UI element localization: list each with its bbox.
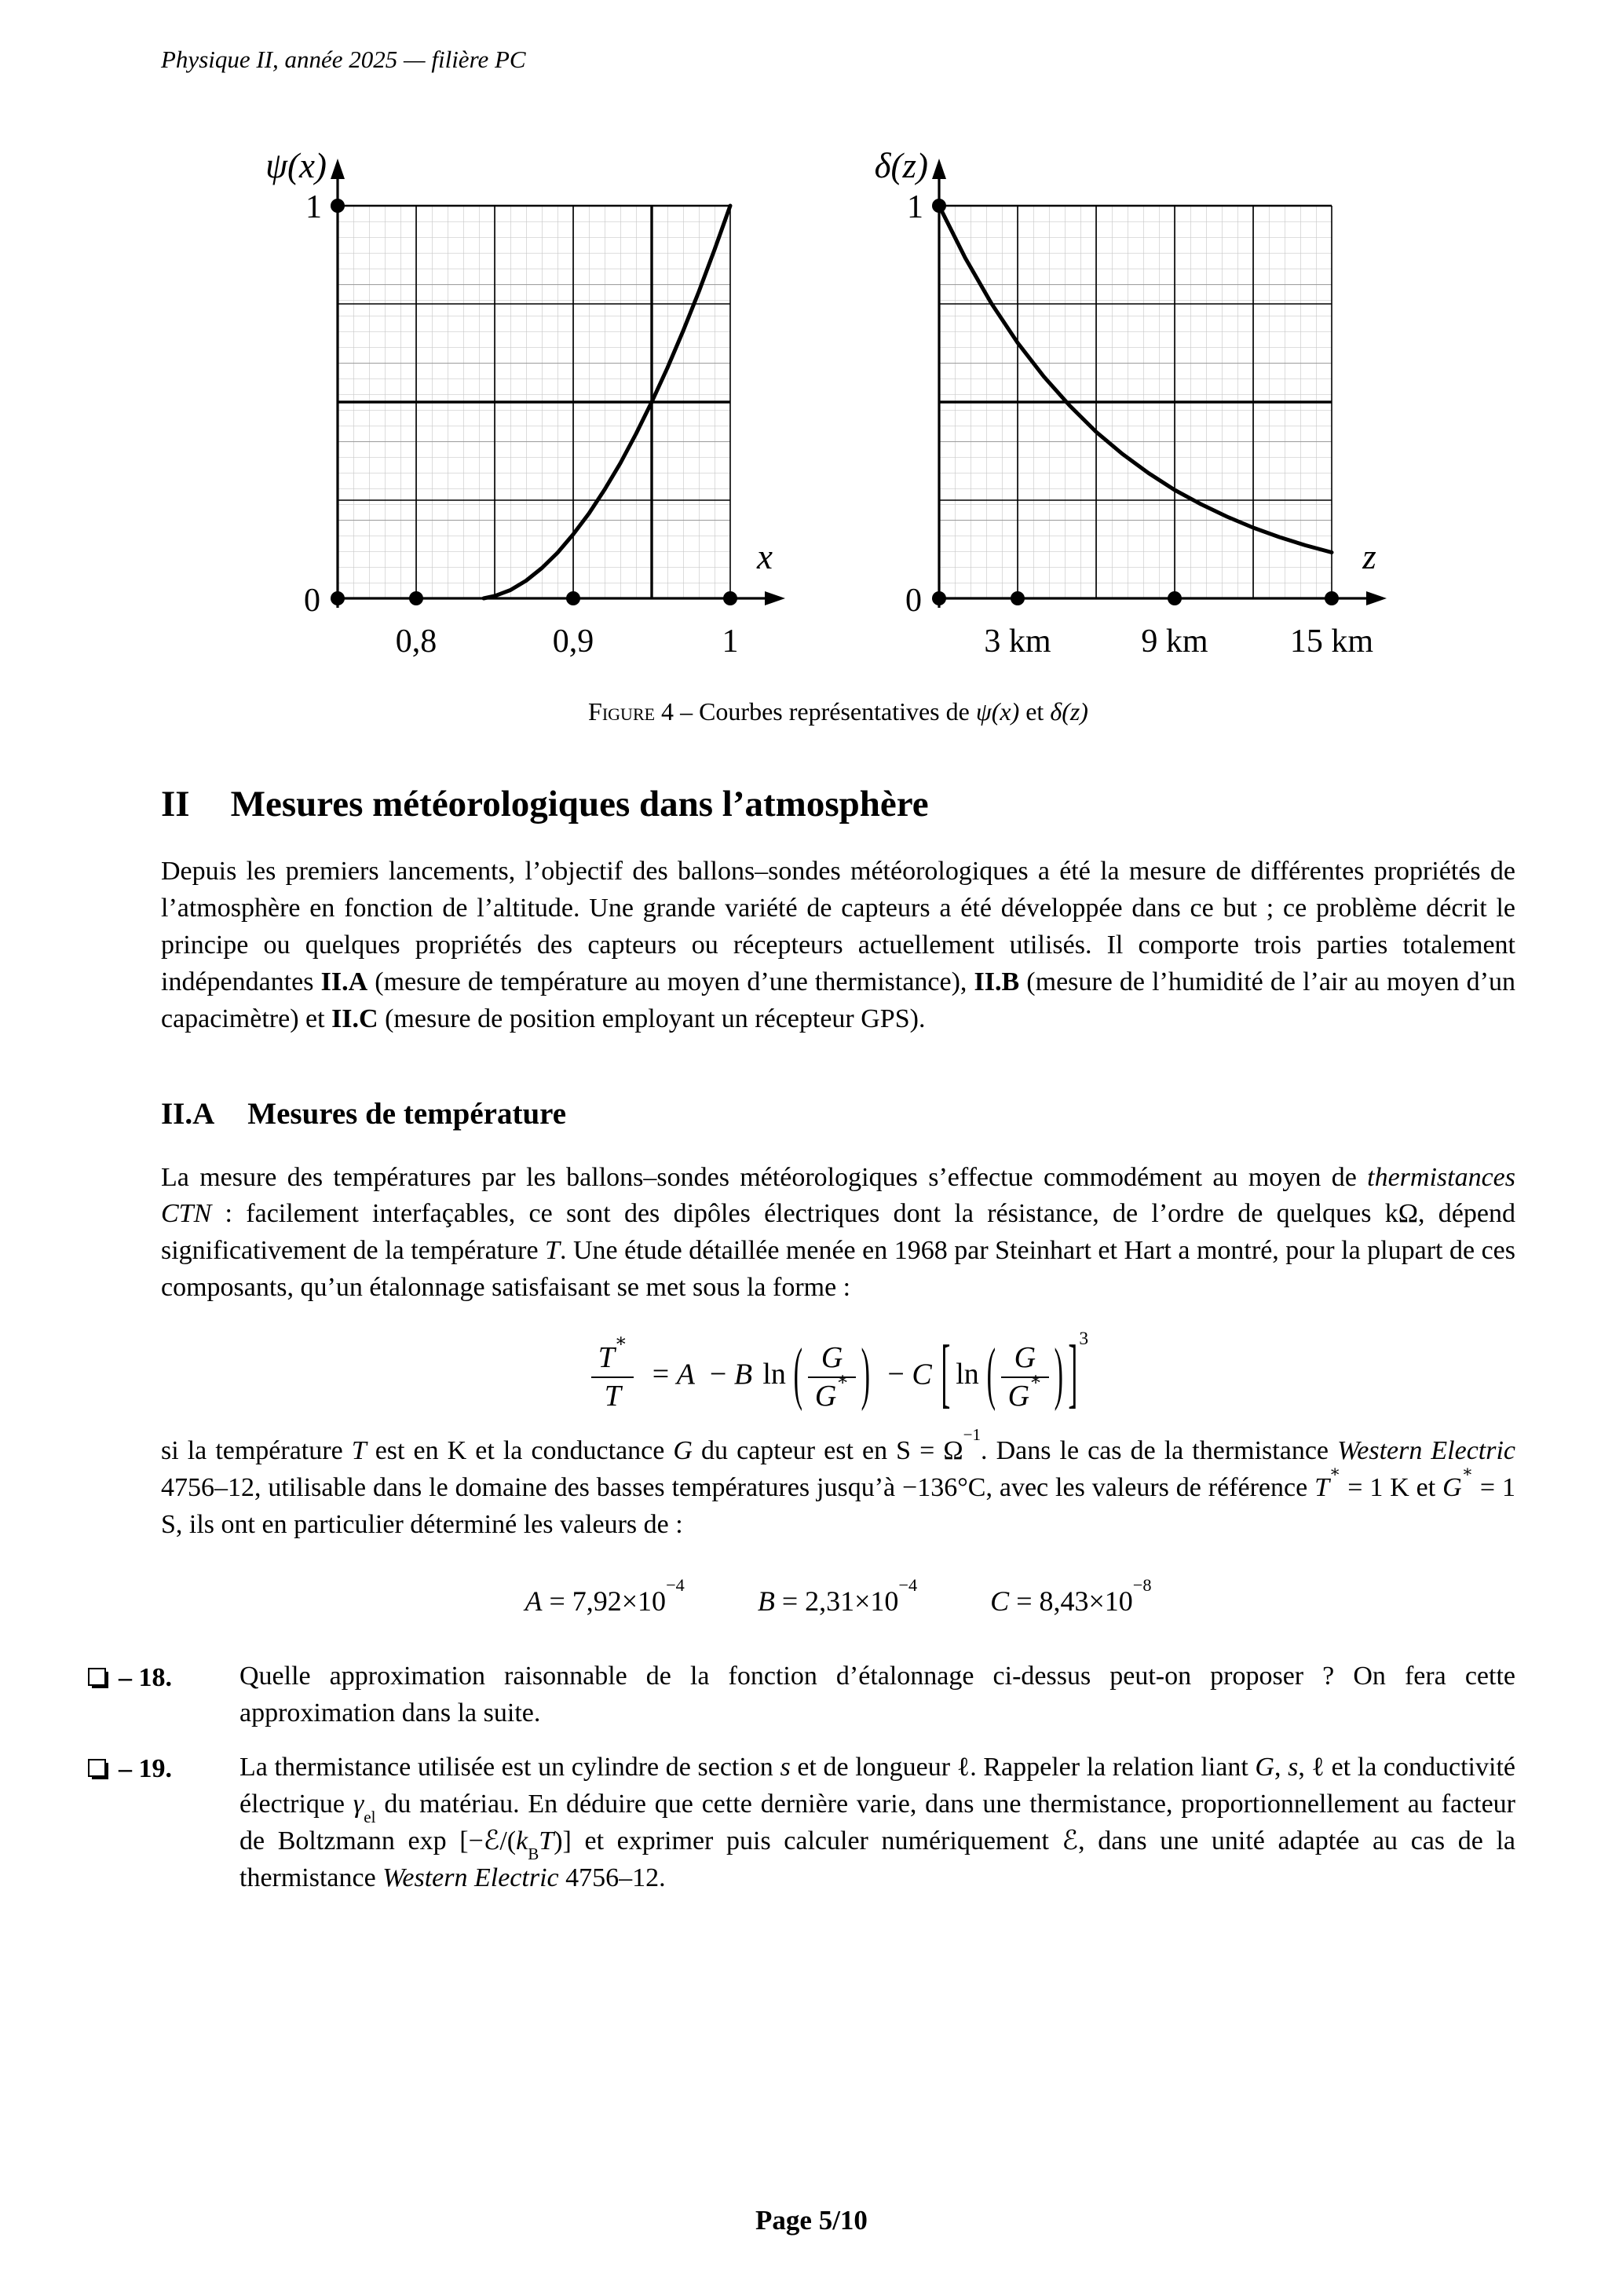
x-axis-label: x bbox=[756, 537, 773, 576]
x-tick-09: 0,9 bbox=[552, 623, 594, 660]
checkbox-icon bbox=[88, 1759, 106, 1777]
constant-A: $A = 7,92\times 10^{-4}$ bbox=[525, 1574, 685, 1617]
subsection-title: Mesures de température bbox=[247, 1096, 567, 1131]
page-number: Page 5/10 bbox=[755, 2205, 868, 2236]
x-tick-08: 0,8 bbox=[395, 623, 437, 660]
brand-western-electric: Western Electric bbox=[1337, 1436, 1516, 1466]
y-tick-0: 0 bbox=[303, 583, 320, 619]
ref-IIA: II.A bbox=[320, 967, 368, 996]
x-axis-arrow-icon bbox=[765, 591, 785, 605]
question-18-marker bbox=[88, 1660, 172, 1697]
section-number: II bbox=[161, 784, 190, 824]
y-tick-0: 0 bbox=[905, 583, 922, 619]
term-thermistances-ctn: thermistances CTN bbox=[161, 1162, 1515, 1229]
psi-symbol: ψ(x) bbox=[975, 697, 1020, 726]
y-axis-arrow-icon bbox=[331, 159, 345, 179]
question-19-number: – 19. bbox=[119, 1753, 172, 1783]
x-tick-15km: 15 km bbox=[1289, 623, 1373, 660]
figure-label: Figure 4 bbox=[588, 697, 674, 726]
chart-delta bbox=[861, 143, 1434, 693]
steinhart-hart-equation: $\frac{T^∗}{T}$ = A − B ln ( $\frac{G}{G^∗}$ ) − C [ ln ( $\frac{G}{G^∗}$ ) ] $^3$ bbox=[161, 1343, 1515, 1411]
section-title: Mesures météorologiques dans l’atmosphère bbox=[230, 784, 929, 824]
ref-IIC: II.C bbox=[331, 1004, 378, 1033]
lhs-fraction: $\frac{T^∗}{T}$ bbox=[591, 1343, 634, 1411]
x-tick-3km: 3 km bbox=[983, 623, 1051, 660]
question-19 bbox=[119, 1749, 1515, 1897]
figure-caption: Figure 4 – Courbes représentatives de ψ(x) et δ(z) bbox=[588, 697, 1088, 726]
question-18-number: – 18. bbox=[119, 1662, 172, 1692]
z-axis-label: z bbox=[1362, 537, 1376, 576]
delta-axis-label: δ(z) bbox=[874, 146, 928, 185]
x-tick-9km: 9 km bbox=[1140, 623, 1208, 660]
figure-4 bbox=[161, 143, 1515, 693]
chart-psi bbox=[243, 143, 840, 693]
y-axis-arrow-icon bbox=[932, 159, 946, 179]
constant-C: $C = 8,43\times 10^{-8}$ bbox=[990, 1574, 1152, 1617]
section-2A-heading bbox=[161, 1096, 1515, 1132]
x-tick-1: 1 bbox=[722, 623, 738, 660]
checkbox-icon bbox=[88, 1668, 106, 1686]
running-header: Physique II, année 2025 — filière PC bbox=[161, 46, 526, 73]
thermistance-paragraph: La mesure des températures par les ballons–sondes météorologiques s’effectue commodément au moyen de thermistances CTN : facilement interfaçables, ce sont des dipôles électriques dont la résistance, de l’ordre de quelques kΩ, dépend significativement de la température T. Une étude détaillée menée en 1968 par Steinhart et Hart a montré, pour la plupart de ces composants, qu’un étalonnage satisfaisant se met sous la forme : bbox=[161, 1162, 1515, 1303]
question-19-marker bbox=[88, 1751, 172, 1788]
question-18 bbox=[119, 1658, 1515, 1732]
y-tick-1: 1 bbox=[906, 189, 923, 225]
z-axis-arrow-icon bbox=[1366, 591, 1387, 605]
intro-paragraph: Depuis les premiers lancements, l’objectif des ballons–sondes météorologiques a été la mesure de différentes propriétés de l’atmosphère en fonction de l’altitude. Une grande variété de capteurs a été développée dans ce but ; ce problème décrit le principe ou quelques propriétés des capteurs ou récepteurs actuellement utilisés. Il comporte trois parties totalement indépendantes II.A (mesure de température au moyen d’une thermistance), II.B (mesure de l’humidité de l’air au moyen d’un capacimètre) et II.C (mesure de position employant un récepteur GPS). bbox=[161, 857, 1515, 1033]
delta-symbol: δ(z) bbox=[1050, 697, 1088, 726]
question-19-text: La thermistance utilisée est un cylindre de section s et de longueur ℓ. Rappeler la relation liant G, s, ℓ et la conductivité électrique $\gamma_{el}$ du matériau. En déduire que cette dernière varie, dans une thermistance, proportionnellement au facteur de Boltzmann $\exp [-ℰ/(k_BT)]$ et exprimer puis calculer numériquement ℰ, dans une unité adaptée au cas de la thermistance Western Electric 4756–12. bbox=[239, 1752, 1515, 1892]
question-18-text: Quelle approximation raisonnable de la fonction d’étalonnage ci-dessus peut-on proposer ? On fera cette approximation dans la suite. bbox=[239, 1661, 1515, 1727]
psi-axis-label: ψ(x) bbox=[265, 146, 327, 185]
section-2-heading bbox=[161, 783, 1515, 825]
G-fraction: $\frac{G}{G^∗}$ bbox=[808, 1343, 855, 1411]
brand-western-electric: Western Electric bbox=[382, 1863, 559, 1892]
y-tick-1: 1 bbox=[305, 189, 322, 225]
constants-line bbox=[161, 1574, 1515, 1618]
G-fraction-2: $\frac{G}{G^∗}$ bbox=[1001, 1343, 1048, 1411]
units-paragraph: si la température T est en K et la conductance G du capteur est en $S = \Omega^{-1}$. Dans le cas de la thermistance Western Electric 4756–12, utilisable dans le domaine des basses températures jusqu’à −136°C, avec les valeurs de référence T∗ = 1 K et G∗ = 1 S, ils ont en particulier déterminé les valeurs de : bbox=[161, 1425, 1516, 1540]
constant-B: $B = 2,31\times 10^{-4}$ bbox=[757, 1574, 918, 1617]
gamma-el-symbol: γ bbox=[353, 1789, 364, 1819]
ref-IIB: II.B bbox=[974, 967, 1020, 996]
question-list bbox=[119, 1658, 1515, 1896]
subsection-number: II.A bbox=[161, 1096, 215, 1131]
